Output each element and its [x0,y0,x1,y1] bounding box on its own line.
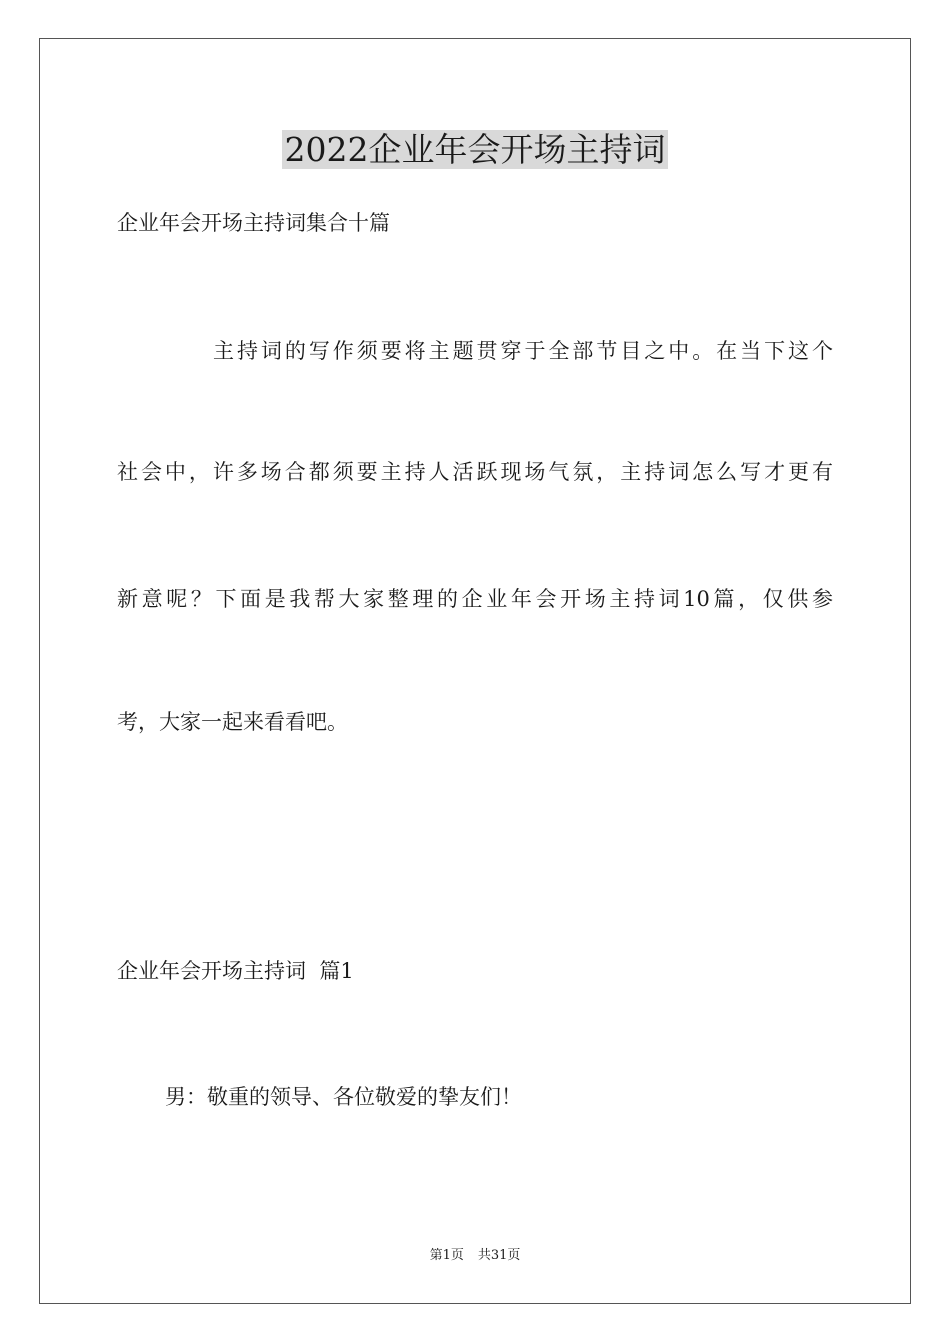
section-heading: 企业年会开场主持词 篇1 [117,959,354,983]
intro-line-3: 新意呢？下面是我帮大家整理的企业年会开场主持词10篇，仅供参 [117,587,833,611]
intro-line-2: 社会中，许多场合都须要主持人活跃现场气氛，主持词怎么写才更有 [117,460,833,484]
document-title: 2022企业年会开场主持词 [0,128,950,172]
page-number: 第1页 [429,1248,464,1263]
page-footer [0,1247,950,1265]
dialogue-line: 男：敬重的领导、各位敬爱的挚友们！ [165,1085,522,1109]
document-subtitle: 企业年会开场主持词集合十篇 [117,211,390,235]
page-total: 共31页 [477,1248,521,1263]
intro-line-4: 考，大家一起来看看吧。 [117,710,348,734]
intro-line-1: 主持词的写作须要将主题贯穿于全部节目之中。在当下这个 [213,339,833,363]
